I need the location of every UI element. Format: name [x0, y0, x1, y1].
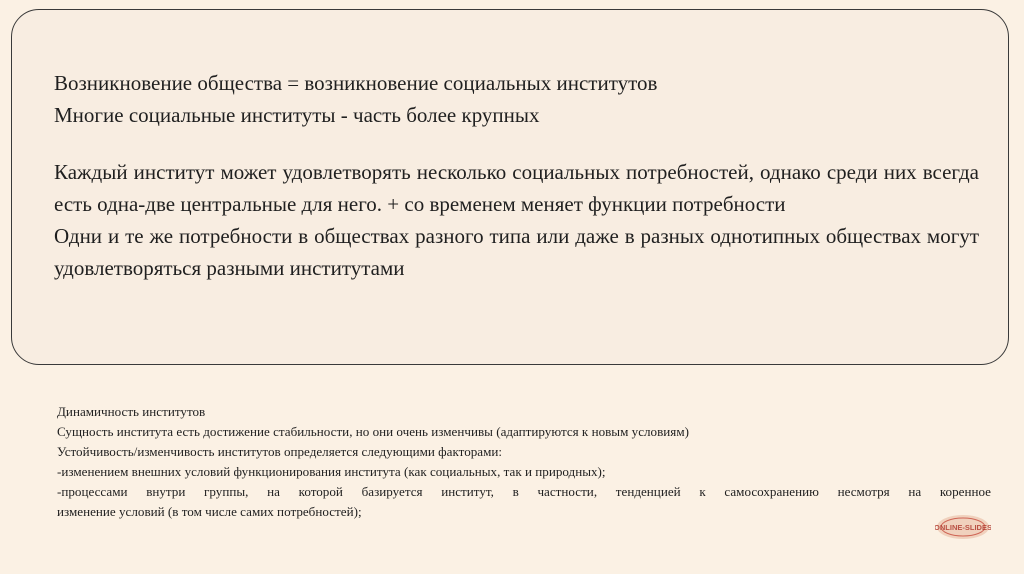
notes-block	[57, 402, 991, 522]
paragraph-needs-different-types-text: Одни и те же потребности в обществах разного типа или даже в разных однотипных обществах могут удовлетворяться разными институтами	[54, 224, 979, 280]
main-text-block	[54, 67, 979, 284]
paragraph-needs-different-types	[54, 220, 979, 284]
notes-factor-external: -изменением внешних условий функционирования института (как социальных, так и природных);	[57, 464, 606, 479]
notes-factor-internal: -процессами внутри группы, на которой базируется институт, в частности, тенденцией к самосохранению несмотря на коренное	[57, 484, 991, 499]
svg-text:ONLINE-SLIDES: ONLINE-SLIDES	[935, 523, 991, 532]
statement-society-institutions: Возникновение общества = возникновение социальных институтов	[54, 71, 658, 95]
watermark-logo	[935, 512, 991, 542]
watermark-logo-icon	[935, 512, 991, 542]
paragraph-spacer	[54, 131, 979, 156]
paragraph-needs-central-text: Каждый институт может удовлетворять несколько социальных потребностей, однако среди них всегда есть одна-две центральные для него. + со временем меняет функции потребности	[54, 160, 979, 216]
notes-factor-internal-continued: изменение условий (в том числе самих потребностей);	[57, 504, 362, 519]
notes-factors-intro: Устойчивость/изменчивость институтов определяется следующими факторами:	[57, 444, 503, 459]
notes-heading: Динамичность институтов	[57, 404, 206, 419]
notes-essence: Сущность института есть достижение стабильности, но они очень изменчивы (адаптируются к новым условиям)	[57, 424, 689, 439]
paragraph-needs-central	[54, 156, 979, 220]
statement-institutions-parts: Многие социальные институты - часть более крупных	[54, 103, 540, 127]
